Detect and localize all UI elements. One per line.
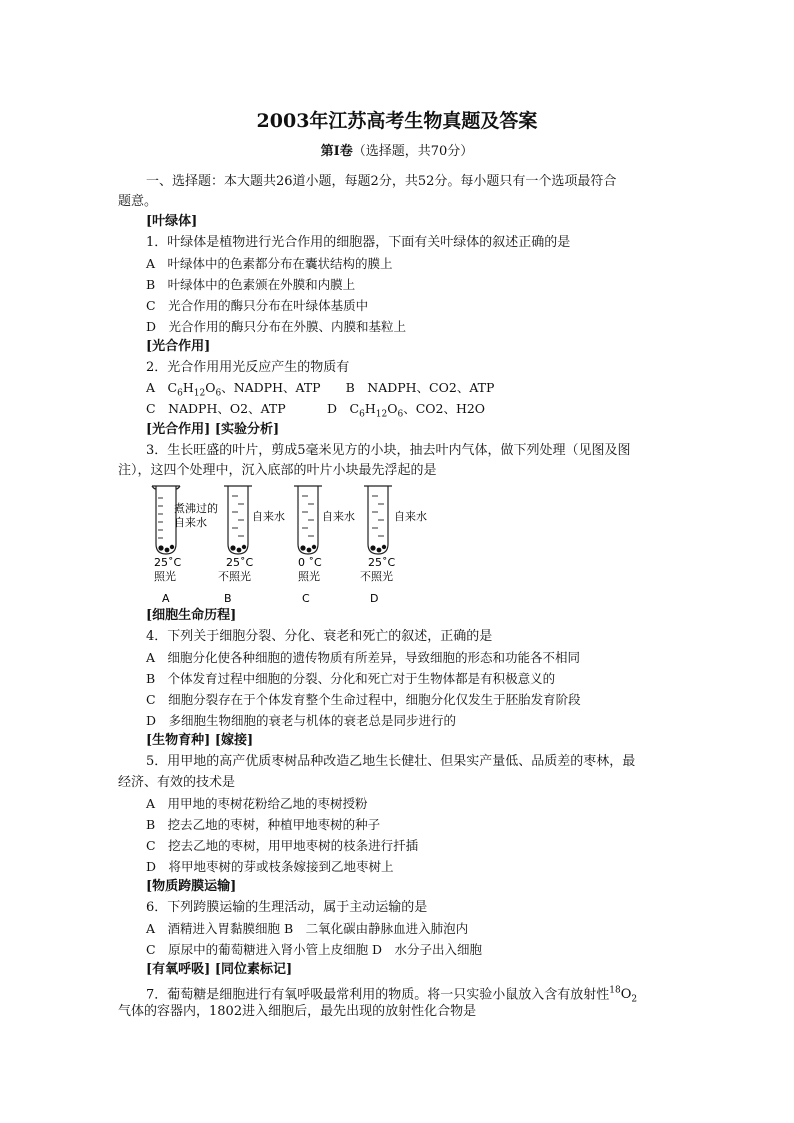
- option-b: B 叶绿体中的色素颁在外膜和内膜上: [146, 277, 356, 292]
- topic-tag: [细胞生命历程]: [146, 608, 237, 623]
- tube-b-temp: 25˚C: [226, 556, 254, 569]
- option-a: A 用甲地的枣树花粉给乙地的枣树授粉: [146, 796, 368, 811]
- topic-tag: [生物育种] [嫁接]: [146, 733, 254, 748]
- question-stem: 1．叶绿体是植物进行光合作用的细胞器，下面有关叶绿体的叙述正确的是: [146, 235, 571, 250]
- tube-c-temp: 0 ˚C: [298, 556, 322, 569]
- option-a: A 叶绿体中的色素都分布在囊状结构的膜上: [146, 256, 393, 271]
- option-d: D 将甲地枣树的芽或枝条嫁接到乙地枣树上: [146, 859, 394, 874]
- option-d: D 多细胞生物细胞的衰老与机体的衰老总是同步进行的: [146, 713, 457, 728]
- question-stem: 5．用甲地的高产优质枣树品种改造乙地生长健壮、但果实产量低、品质差的枣林，最: [146, 754, 636, 769]
- option-cd: C 原尿中的葡萄糖进入肾小管上皮细胞 D 水分子出入细胞: [146, 942, 483, 957]
- question-stem: 2．光合作用用光反应产生的物质有: [146, 360, 350, 375]
- question-stem-cont: 气体的容器内，1802进入细胞后，最先出现的放射性化合物是: [118, 1004, 477, 1019]
- tube-a-condition: 照光: [154, 570, 176, 583]
- part-label: 第Ⅰ卷: [320, 144, 353, 159]
- tube-b-condition: 不照光: [218, 570, 251, 583]
- tube-d-water-label: 自来水: [394, 510, 427, 523]
- tube-a-letter: A: [162, 592, 170, 605]
- tube-c-condition: 照光: [298, 570, 320, 583]
- isotope-formula: $^{18}O_2$: [609, 986, 638, 1005]
- formula-glucose: $C_6H_{12}O_6$: [167, 380, 222, 399]
- tube-a-water-label: 煮沸过的: [174, 502, 218, 515]
- option-b: B 挖去乙地的枣树，种植甲地枣树的种子: [146, 817, 381, 832]
- option-d: D 光合作用的酶只分布在外膜、内膜和基粒上: [146, 319, 407, 334]
- tube-c-letter: C: [302, 592, 310, 605]
- option-letter: A: [146, 380, 168, 395]
- part-heading: [0, 140, 794, 159]
- option-a: A 细胞分化使各种细胞的遗传物质有所差异，导致细胞的形态和功能各不相同: [146, 650, 581, 665]
- topic-tag: [有氧呼吸] [同位素标记]: [146, 962, 293, 977]
- option-letter: D: [327, 401, 350, 416]
- option-ab-rest: 、NADPH、ATP B NADPH、CO2、ATP: [221, 380, 495, 395]
- option-c: C 细胞分裂存在于个体发育整个生命过程中，细胞分化仅发生于胚胎发育阶段: [146, 692, 581, 707]
- test-tube-figure: [146, 484, 446, 609]
- page-title: 2003年江苏高考生物真题及答案: [256, 110, 538, 132]
- tube-d-temp: 25˚C: [368, 556, 396, 569]
- question-stem: 3．生长旺盛的叶片，剪成5毫米见方的小块，抽去叶内气体，做下列处理（见图及图: [146, 443, 631, 458]
- tube-b-letter: B: [224, 592, 232, 605]
- option-ab: A 酒精进入胃黏膜细胞 B 二氧化碳由静脉血进入肺泡内: [146, 921, 469, 936]
- question-stem-cont: 经济、有效的技术是: [118, 775, 236, 790]
- option-d: [327, 399, 485, 425]
- part-desc: （选择题，共70分）: [352, 144, 474, 159]
- tube-d-condition: 不照光: [360, 570, 393, 583]
- tube-a-temp: 25˚C: [154, 556, 182, 569]
- section-instruction: 一、选择题：本大题共26道小题，每题2分，共52分。每小题只有一个选项最符合: [146, 174, 617, 189]
- question-stem-text: 7．葡萄糖是细胞进行有氧呼吸最常利用的物质。将一只实验小鼠放入含有放射性: [146, 987, 610, 1003]
- option-c: C NADPH、O2、ATP: [146, 401, 286, 416]
- option-c: C 挖去乙地的枣树，用甲地枣树的枝条进行扦插: [146, 838, 419, 853]
- tube-a-water-label-2: 自来水: [174, 516, 207, 529]
- formula-glucose: $C_6H_{12}O_6$: [349, 401, 404, 420]
- question-stem-cont: 注），这四个处理中，沉入底部的叶片小块最先浮起的是: [118, 463, 437, 478]
- tube-b-water-label: 自来水: [252, 510, 285, 523]
- option-d-rest: 、CO2、H2O: [403, 401, 486, 416]
- topic-tag: [物质跨膜运输]: [146, 879, 237, 894]
- section-instruction-cont: 题意。: [118, 194, 158, 209]
- option-b: B 个体发育过程中细胞的分裂、分化和死亡对于生物体都是有积极意义的: [146, 671, 556, 686]
- topic-tag: [光合作用] [实验分析]: [146, 422, 280, 437]
- question-stem: 6．下列跨膜运输的生理活动，属于主动运输的是: [146, 900, 428, 915]
- topic-tag: [叶绿体]: [146, 214, 198, 229]
- question-stem: 4．下列关于细胞分裂、分化、衰老和死亡的叙述，正确的是: [146, 629, 493, 644]
- tube-c-water-label: 自来水: [322, 510, 355, 523]
- tube-d-letter: D: [370, 592, 379, 605]
- option-c: C 光合作用的酶只分布在叶绿体基质中: [146, 298, 369, 313]
- topic-tag: [光合作用]: [146, 339, 211, 354]
